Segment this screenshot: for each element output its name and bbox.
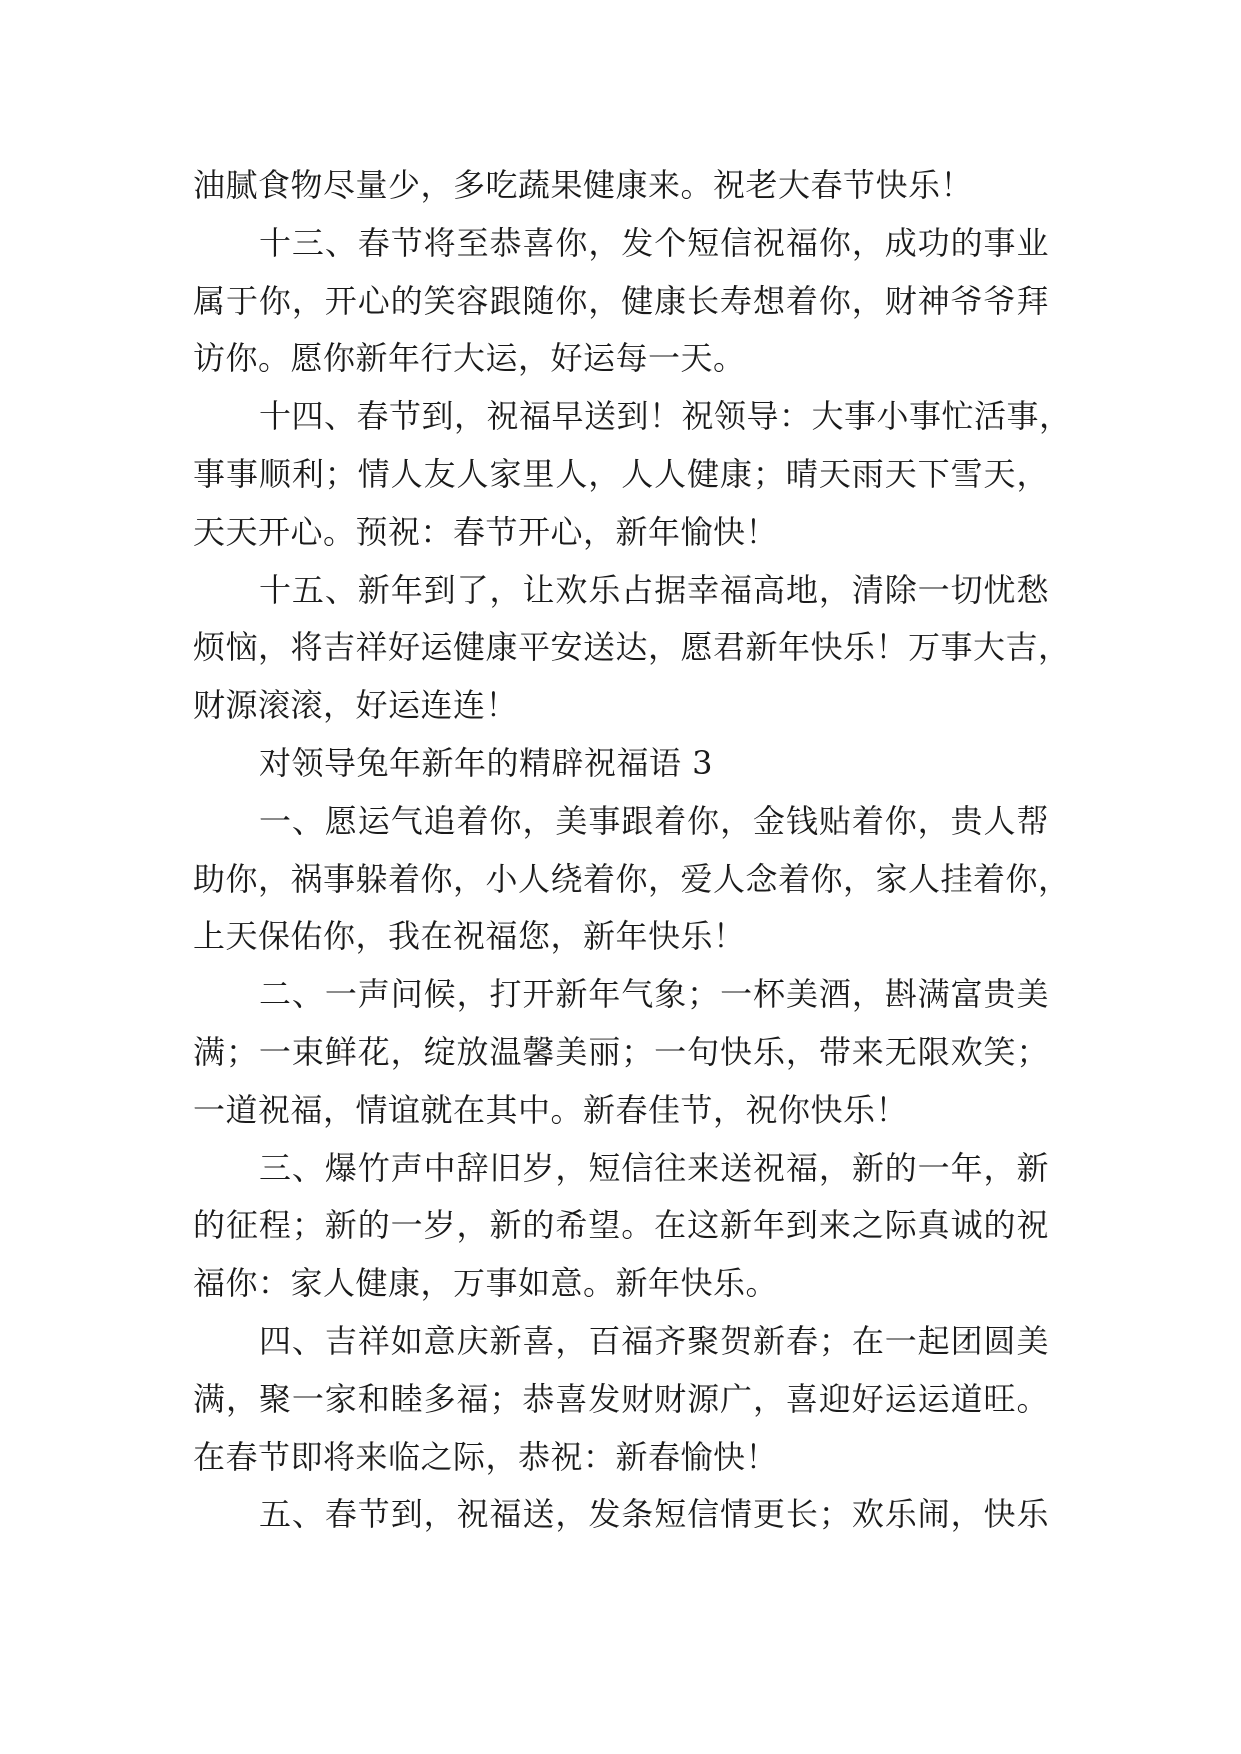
paragraph — [193, 1140, 1049, 1313]
paragraph-line: 满；一束鲜花，绽放温馨美丽；一句快乐，带来无限欢笑； — [193, 1032, 1049, 1071]
paragraph-line: 一、愿运气追着你，美事跟着你，金钱贴着你，贵人帮 — [259, 801, 1049, 840]
paragraph-line: 事事顺利；情人友人家里人，人人健康；晴天雨天下雪天， — [193, 454, 1049, 493]
paragraph-line: 烦恼，将吉祥好运健康平安送达，愿君新年快乐！万事大吉， — [193, 628, 1071, 667]
paragraph-line: 二、一声问候，打开新年气象；一杯美酒，斟满富贵美 — [259, 975, 1049, 1014]
paragraph-line: 福你：家人健康，万事如意。新年快乐。 — [193, 1264, 779, 1303]
paragraph — [193, 1313, 1049, 1486]
paragraph-line: 一道祝福，情谊就在其中。新春佳节，祝你快乐！ — [193, 1090, 909, 1129]
paragraph-line: 对领导兔年新年的精辟祝福语 3 — [259, 743, 714, 782]
paragraph — [193, 966, 1049, 1139]
paragraph-line: 四、吉祥如意庆新喜，百福齐聚贺新春；在一起团圆美 — [259, 1321, 1049, 1360]
paragraph — [193, 157, 1049, 215]
paragraph-line: 访你。愿你新年行大运，好运每一天。 — [193, 339, 746, 378]
paragraph-line: 财源滚滚，好运连连！ — [193, 686, 519, 725]
paragraph-line: 满，聚一家和睦多福；恭喜发财财源广，喜迎好运运道旺。 — [193, 1379, 1049, 1418]
paragraph — [193, 1486, 1049, 1544]
paragraph — [193, 388, 1072, 561]
paragraph — [193, 735, 1049, 793]
paragraph — [193, 215, 1049, 388]
document-body — [193, 157, 1072, 1544]
paragraph-line: 十五、新年到了，让欢乐占据幸福高地，清除一切忧愁 — [259, 570, 1049, 609]
paragraph-line: 天天开心。预祝：春节开心，新年愉快！ — [193, 512, 779, 551]
paragraph — [193, 793, 1071, 966]
paragraph — [193, 562, 1071, 735]
paragraph-line: 助你，祸事躲着你，小人绕着你，爱人念着你，家人挂着你， — [193, 859, 1071, 898]
paragraph-line: 十三、春节将至恭喜你，发个短信祝福你，成功的事业 — [259, 223, 1049, 262]
paragraph-line: 油腻食物尽量少，多吃蔬果健康来。祝老大春节快乐！ — [193, 166, 974, 204]
paragraph-line: 的征程；新的一岁，新的希望。在这新年到来之际真诚的祝 — [193, 1206, 1049, 1245]
paragraph-line: 在春节即将来临之际，恭祝：新春愉快！ — [193, 1437, 779, 1476]
paragraph-line: 上天保佑你，我在祝福您，新年快乐！ — [193, 917, 746, 956]
paragraph-line: 十四、春节到，祝福早送到！祝领导：大事小事忙活事， — [259, 397, 1072, 436]
paragraph-line: 属于你，开心的笑容跟随你，健康长寿想着你，财神爷爷拜 — [193, 281, 1049, 320]
paragraph-line: 三、爆竹声中辞旧岁，短信往来送祝福，新的一年，新 — [259, 1148, 1049, 1187]
paragraph-line: 五、春节到，祝福送，发条短信情更长；欢乐闹，快乐 — [259, 1495, 1049, 1534]
